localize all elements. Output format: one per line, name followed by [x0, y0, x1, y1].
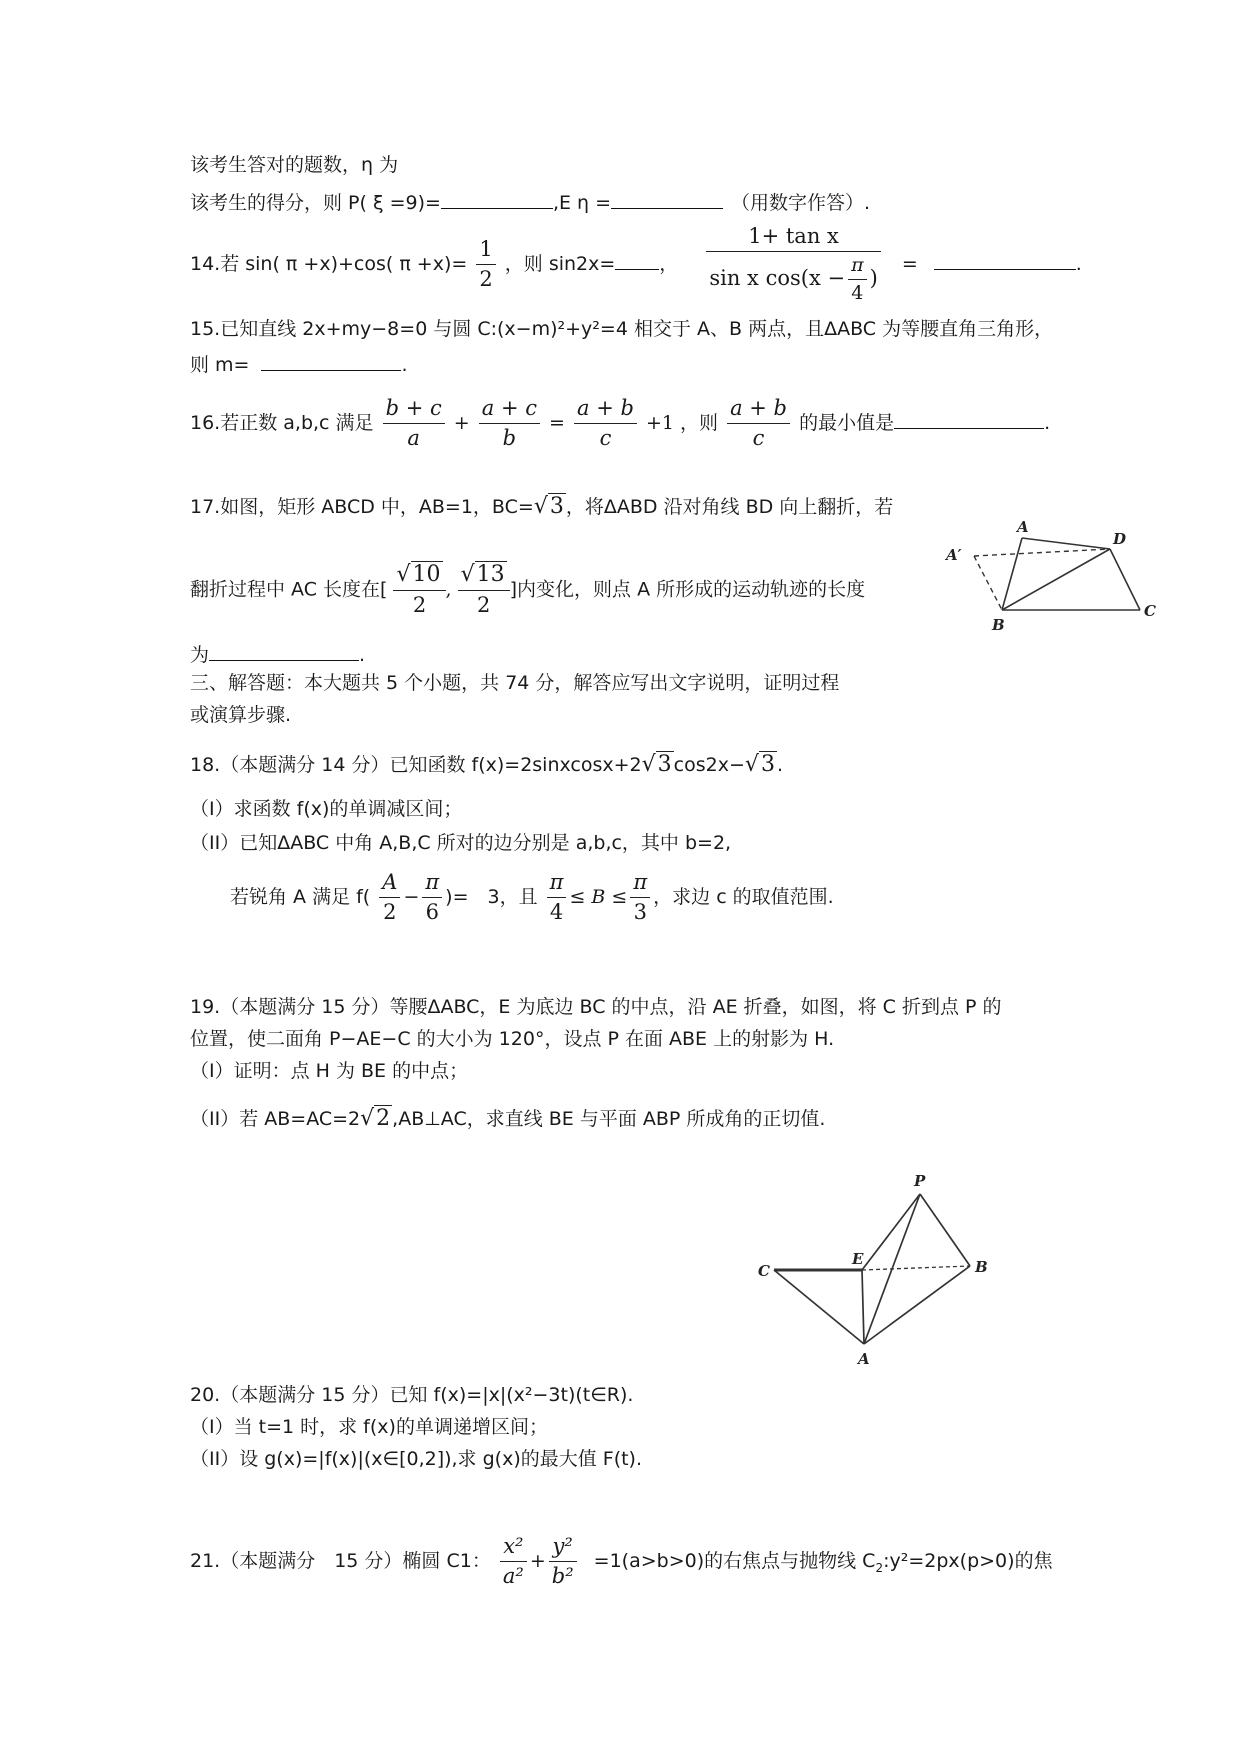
q14-text-e: . [1075, 253, 1082, 275]
sqrt-2: √2 [360, 1106, 391, 1131]
q17-line1 [190, 496, 893, 518]
q16-line: 16.若正数 a,b,c 满足 $\frac{b + c}{a}$ + $\frac{a + c}{b}$ = $\frac{a + b}{c}$ +1 ，则 $\frac{a + b}{c}$ 的最小值是 . [190, 396, 1051, 450]
q19-line2: 位置，使二面角 P−AE−C 的大小为 120°，设点 P 在面 ABE 上的射影为 H. [190, 1028, 835, 1050]
q13-line2 [190, 190, 870, 213]
sqrt-3: √3 [641, 752, 672, 777]
q13-line1: 该考生答对的题数，η 为 [190, 154, 399, 176]
q14-big-fraction: 1+ tan x sin x cos(x − $\frac{\pi}{4}$ ) [706, 226, 880, 303]
q18-line1: 18.（本题满分 14 分）已知函数 f(x)=2sinxcosx+2√3 cos2x−√3 . [190, 752, 783, 777]
answer-blank [441, 190, 553, 209]
edge-a1b-dashed [974, 556, 1002, 610]
answer-blank [934, 251, 1076, 270]
q18-fraction-pi4: $\frac{\pi}{4}$ [547, 872, 567, 923]
label-a-prime: A′ [946, 546, 962, 564]
q17-figure-folded-rectangle [940, 514, 1170, 634]
q17-text-d: ]内变化，则点 A 所形成的运动轨迹的长度 [509, 578, 866, 601]
q19-line1: 19.（本题满分 15 分）等腰ΔABC，E 为底边 BC 的中点，沿 AE 折叠，如图，将 C 折到点 P 的 [190, 996, 1002, 1018]
q14-text-a: 14.若 sin( π +x)+cos( π +x)= [190, 253, 468, 275]
q18-fraction-pi3: $\frac{\pi}{3}$ [630, 872, 650, 923]
q17-text-a: 17.如图，矩形 ABCD 中，AB=1，BC= [190, 496, 534, 518]
q19-part1: （I）证明：点 H 为 BE 的中点； [190, 1060, 469, 1082]
label-b: B [975, 1258, 988, 1276]
q15-text-b: . [401, 354, 408, 376]
edge-eb-dashed [862, 1266, 970, 1270]
q20-part2: （II）设 g(x)=|f(x)|(x∈[0,2]),求 g(x)的最大值 F(t). [190, 1448, 643, 1470]
edge-a1d-dashed [974, 549, 1110, 556]
section3-line2: 或演算步骤. [190, 704, 292, 726]
label-c: C [758, 1262, 770, 1280]
answer-blank [894, 410, 1044, 429]
q19-part2: （II）若 AB=AC=2√2 ,AB⊥AC，求直线 BE 与平面 ABP 所成角的正切值. [190, 1106, 826, 1131]
q17-text-c: 翻折过程中 AC 长度在[ [190, 578, 388, 601]
edge-bd [1002, 549, 1110, 610]
q16-fraction-4: $\frac{a + b}{c}$ [727, 398, 790, 449]
q14-text-d: = [901, 253, 918, 275]
q15-line2 [190, 352, 408, 375]
edge-ab [1002, 538, 1022, 610]
q21-fraction-y2b2: $\frac{\text{y²}}{\text{b²}}$ [549, 1536, 577, 1587]
q17-fraction-sqrt10: $\frac{√10}{2}$ [393, 564, 445, 616]
q16-text-b: ，则 [680, 412, 719, 434]
q16-fraction-3: $\frac{a + b}{c}$ [574, 398, 637, 449]
label-p: P [914, 1172, 926, 1190]
edge-ba [864, 1266, 970, 1344]
edge-dc [1110, 549, 1140, 610]
answer-blank [209, 642, 359, 661]
q20-part1: （I）当 t=1 时，求 f(x)的单调递增区间； [190, 1416, 548, 1438]
q14-line [190, 226, 1082, 303]
q17-fraction-sqrt13: $\frac{√13}{2}$ [458, 564, 510, 616]
edge-ad [1022, 538, 1110, 549]
answer-blank [615, 251, 659, 270]
q17-line3: 为 . [190, 644, 366, 666]
section3-line1: 三、解答题：本大题共 5 个小题，共 74 分，解答应写出文字说明，证明过程 [190, 672, 840, 694]
q13-text-b: ,E η = [552, 192, 612, 214]
edge-pb [920, 1194, 970, 1266]
q19-figure-folded-triangle [752, 1168, 1002, 1368]
edge-ca [774, 1270, 864, 1344]
sqrt-3: √3 [533, 494, 564, 519]
q18-part1: （I）求函数 f(x)的单调减区间； [190, 798, 463, 820]
edge-ea [862, 1270, 864, 1344]
q21-fraction-x2a2: $\frac{\text{x²}}{\text{a²}}$ [500, 1536, 527, 1587]
q16-text-d: . [1044, 412, 1051, 434]
label-a: A [858, 1350, 870, 1368]
q20-line1: 20.（本题满分 15 分）已知 f(x)=|x|(x²−3t)(t∈R). [190, 1384, 634, 1406]
q16-text-c: 的最小值是 [799, 412, 895, 434]
q17-text-b: ，将ΔABD 沿对角线 BD 向上翻折，若 [565, 496, 894, 518]
q18-fraction-a2: $\frac{A}{2}$ [379, 872, 400, 923]
answer-blank [611, 190, 723, 209]
q18-part2-condition: 若锐角 A 满足 f( $\frac{A}{2}$ − $\frac{\pi}{6}$ )= 3，且 $\frac{\pi}{4}$ ≤ B ≤ $\frac{\pi}{3}$ ，求边 c 的取值范围. [230, 870, 834, 924]
edge-ep [862, 1194, 920, 1270]
q15-line1: 15.已知直线 2x+my−8=0 与圆 C:(x−m)²+y²=4 相交于 A、B 两点，且ΔABC 为等腰直角三角形， [190, 318, 1054, 340]
q17-line2: 翻折过程中 AC 长度在[ $\frac{√10}{2}$ , $\frac{√13}{2}$ ]内变化，则点 A 所形成的运动轨迹的长度 [190, 562, 866, 617]
q21-line: 21.（本题满分 15 分）椭圆 C1： $\frac{\text{x²}}{\text{a²}}$ + $\frac{\text{y²}}{\text{b²}}$ =1(a>b>0)的右焦点与抛物线 $C_2:y^2=2px(p>0)$的焦 [190, 1534, 1053, 1588]
sqrt-3: √3 [744, 752, 775, 777]
label-d: D [1113, 530, 1127, 548]
label-b: B [992, 616, 1005, 634]
q16-fraction-2: $\frac{a + c}{b}$ [479, 398, 540, 449]
q18-part2: （II）已知ΔABC 中角 A,B,C 所对的边分别是 a,b,c，其中 b=2, [190, 832, 732, 854]
q14-half-fraction: $\frac{1}{2}$ [476, 239, 495, 290]
q13-text-a: 该考生的得分，则 P( ξ =9)= [190, 192, 441, 214]
label-e: E [852, 1250, 864, 1268]
label-a: A [1017, 518, 1029, 536]
label-c: C [1144, 602, 1156, 620]
q14-text-c: ， [659, 253, 679, 275]
q15-text-a: 则 m= [190, 354, 250, 376]
q14-text-b: ，则 sin2x= [504, 253, 616, 275]
q13-text-c: （用数字作答）. [731, 192, 871, 214]
q16-text-a: 16.若正数 a,b,c 满足 [190, 412, 374, 434]
q16-fraction-1: $\frac{b + c}{a}$ [383, 398, 445, 449]
q18-fraction-pi6: $\frac{\pi}{6}$ [422, 872, 442, 923]
answer-blank [261, 352, 401, 371]
